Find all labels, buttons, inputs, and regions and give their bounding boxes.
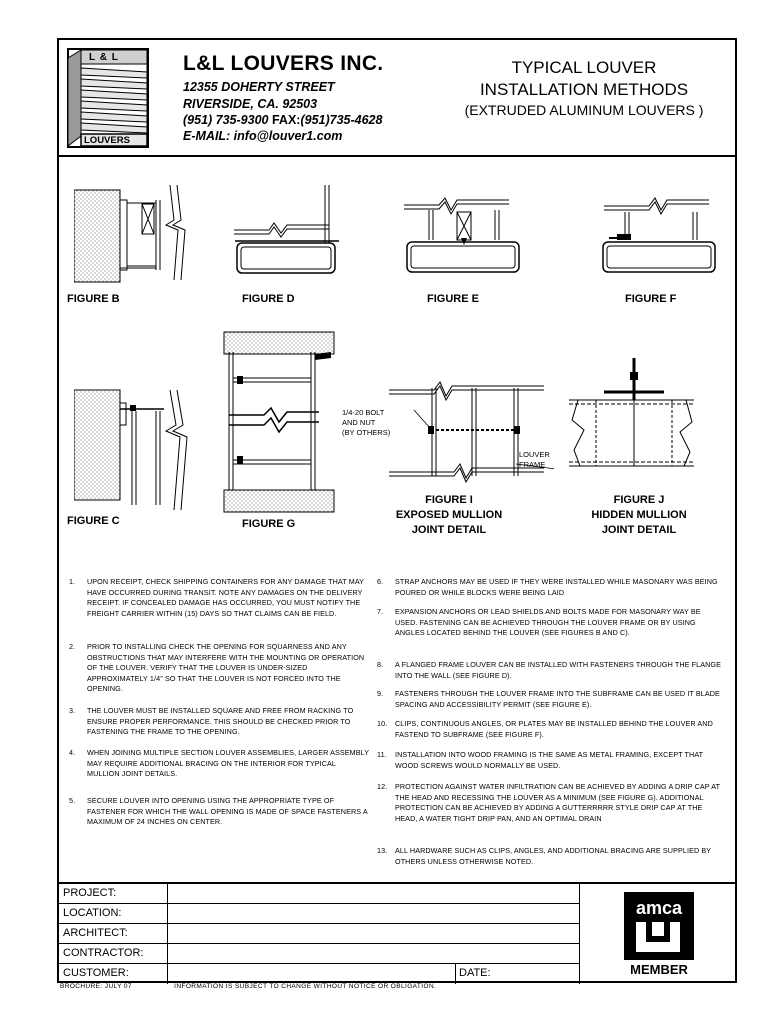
architect-label: ARCHITECT:: [63, 927, 128, 939]
note-text: WHEN JOINING MULTIPLE SECTION LOUVER ASSEMBLIES, LARGER ASSEMBLY MAY REQUIRE ADDITIONAL BRACING ON THE INTERIOR FOR TYPICAL MULLION JOINT DETAILS.: [87, 748, 369, 779]
figure-d-label: FIGURE D: [242, 293, 295, 305]
location-row: [59, 904, 579, 924]
company-street: 12355 DOHERTY STREET: [183, 80, 335, 94]
note-item: [377, 607, 722, 639]
bolt-callout-line1: 1/4-20 BOLT: [342, 408, 385, 417]
note-text: A FLANGED FRAME LOUVER CAN BE INSTALLED WITH FASTENERS THROUGH THE FLANGE INTO THE WALL (SEE FIGURE D).: [395, 660, 721, 680]
note-item: [69, 642, 369, 695]
note-item: [377, 719, 722, 740]
amca-member-text: MEMBER: [630, 962, 688, 977]
note-number: 5.: [69, 796, 76, 805]
note-item: [377, 660, 722, 681]
logo-text-bottom: LOUVERS: [84, 135, 130, 146]
amca-text: amca: [635, 898, 683, 918]
figure-f-label: FIGURE F: [625, 293, 677, 305]
note-text: PRIOR TO INSTALLING CHECK THE OPENING FOR SQUARNESS AND ANY OBSTRUCTIONS THAT MAY INTERFERE WITH THE MOUNTING OR OPERATION OF THE LOUVER. VERIFY THAT THE LOUVER IS UNDER-SIZED APPROXIMATELY 1/4" SO THAT THE LOUVER IS NOT FORCED INTO THE OPENING.: [87, 642, 365, 694]
note-number: 10.: [377, 719, 388, 728]
company-email: E-MAIL: info@louver1.com: [183, 129, 343, 143]
figure-j-subtitle: HIDDEN MULLION: [591, 509, 687, 521]
note-item: [69, 577, 369, 619]
phone: (951) 735-9300: [183, 113, 269, 127]
figure-c-label: FIGURE C: [67, 515, 120, 527]
amca-member-logo: [622, 890, 702, 978]
grid-divider: [579, 884, 580, 984]
note-text: SECURE LOUVER INTO OPENING USING THE APPROPRIATE TYPE OF FASTENER FOR WHICH THE WALL OPENING IS MADE OF SPACE FASTENERS A MAXIMUM OF 24 INCHES ON CENTER.: [87, 796, 368, 827]
note-number: 7.: [377, 607, 384, 616]
customer-label: CUSTOMER:: [63, 967, 129, 979]
figure-i-detail: JOINT DETAIL: [411, 524, 487, 536]
project-label: PROJECT:: [63, 887, 117, 899]
figure-d-drawing: [229, 185, 359, 285]
note-text: UPON RECEIPT, CHECK SHIPPING CONTAINERS FOR ANY DAMAGE THAT MAY HAVE OCCURRED DURING TRANSIT. NOTE ANY DAMAGES ON THE DELIVERY RECEIPT. IF CONCEALED DAMAGE HAS OCCURRED, YOU MUST NOTIFY THE FREIGHT CARRIER WITHIN (15) DAYS SO THAT CLAIMS CAN BE FIELD.: [87, 577, 364, 618]
disclaimer: INFORMATION IS SUBJECT TO CHANGE WITHOUT NOTICE OR OBLIGATION.: [174, 983, 437, 990]
note-text: FASTENERS THROUGH THE LOUVER FRAME INTO THE SUBFRAME CAN BE USED IT BLADE SPACING AND ACCESSIBILITY PERMIT (SEE FIGURE E).: [395, 689, 720, 709]
note-number: 3.: [69, 706, 76, 715]
figure-c-drawing: [74, 385, 214, 515]
note-item: [377, 689, 722, 710]
note-item: [377, 750, 722, 771]
note-item: [377, 782, 722, 824]
figure-f-drawing: [599, 178, 729, 278]
architect-row: [59, 924, 579, 944]
brochure-date: BROCHURE: JULY 07: [60, 983, 132, 990]
figure-i-drawing: [384, 360, 554, 500]
contractor-row: [59, 944, 579, 964]
figure-j-drawing: [564, 350, 704, 490]
note-text: EXPANSION ANCHORS OR LEAD SHIELDS AND BOLTS MADE FOR MASONARY WAY BE USED. FASTENING CAN BE ACHIEVED THROUGH THE LOUVER FRAME OR BY USING ANGLES LOCATED BEHIND THE LOUVER (SEE FIGURES B AND C).: [395, 607, 701, 638]
company-name: L&L LOUVERS INC.: [183, 52, 384, 75]
bolt-callout-line2: AND NUT: [342, 418, 376, 427]
louver-frame-callout-line1: LOUVER: [519, 450, 550, 459]
figure-g-label: FIGURE G: [242, 518, 296, 530]
note-number: 13.: [377, 846, 388, 855]
note-text: ALL HARDWARE SUCH AS CLIPS, ANGLES, AND ADDITIONAL BRACING ARE SUPPLIED BY OTHERS UNLESS OTHERWISE NOTED.: [395, 846, 712, 866]
note-item: [69, 706, 369, 738]
bolt-callout: [342, 408, 390, 438]
figure-e-drawing: [399, 180, 529, 285]
louver-frame-callout-line2: FRAME: [519, 460, 546, 469]
note-item: [377, 577, 722, 598]
company-city: RIVERSIDE, CA. 92503: [183, 97, 318, 111]
bolt-callout-line3: (BY OTHERS): [342, 428, 391, 437]
note-item: [69, 748, 369, 780]
note-item: [69, 796, 369, 828]
logo-text-top: L & L: [89, 52, 119, 63]
figure-b-label: FIGURE B: [67, 293, 120, 305]
note-number: 8.: [377, 660, 384, 669]
fax-label: FAX:: [271, 113, 301, 127]
figure-g-drawing: [219, 330, 339, 520]
figure-i-subtitle: EXPOSED MULLION: [395, 509, 503, 521]
note-text: THE LOUVER MUST BE INSTALLED SQUARE AND FREE FROM RACKING TO ENSURE PROPER PERFORMANCE. THIS SHOULD BE CHECKED PRIOR TO FASTENING THE FRAME TO THE OPENING.: [87, 706, 354, 737]
figure-j-label: [579, 493, 699, 538]
footer: [60, 983, 436, 990]
louver-frame-callout: [519, 450, 550, 470]
project-row: [59, 884, 579, 904]
drawing-title-line3: (EXTRUDED ALUMINUM LOUVERS ): [464, 102, 704, 118]
note-number: 4.: [69, 748, 76, 757]
title-header: [59, 40, 735, 157]
note-number: 12.: [377, 782, 388, 791]
date-label: DATE:: [459, 967, 491, 979]
figure-j-title: FIGURE J: [613, 494, 665, 506]
grid-divider: [455, 964, 456, 984]
figure-e-label: FIGURE E: [427, 293, 479, 305]
note-number: 11.: [377, 750, 387, 759]
note-number: 1.: [69, 577, 76, 586]
contractor-label: CONTRACTOR:: [63, 947, 144, 959]
figure-i-label: [389, 493, 509, 538]
note-item: [377, 846, 722, 867]
company-logo: [67, 48, 149, 148]
drawing-title-line1: TYPICAL LOUVER: [511, 58, 657, 77]
customer-row: [59, 964, 579, 983]
note-text: PROTECTION AGAINST WATER INFILTRATION CAN BE ACHIEVED BY ADDING A DRIP CAP AT THE HEAD AND RECESSING THE LOUVER AS A MINIMUM (SEE FIGURE G). ADDITIONAL PROTECTION CAN BE ACHIEVED BY ADDING A GUTTERRRRR STYLE DRIP CAP AT THE HEAD, A WATER TIGHT DRIP PAN, AND AN OPTIMAL DRAIN: [395, 782, 720, 823]
drawing-sheet: [57, 38, 737, 983]
note-text: INSTALLATION INTO WOOD FRAMING IS THE SAME AS METAL FRAMING, EXCEPT THAT WOOD SCREWS WOULD NORMALLY BE USED.: [395, 750, 704, 770]
note-number: 2.: [69, 642, 76, 651]
note-number: 9.: [377, 689, 384, 698]
note-text: CLIPS, CONTINUOUS ANGLES, OR PLATES MAY BE INSTALLED BEHIND THE LOUVER AND FASTEND TO SUBFRAME (SEE FIGURE F).: [395, 719, 713, 739]
company-phone-fax: [183, 113, 382, 127]
fax: (951)735-4628: [300, 113, 383, 127]
note-text: STRAP ANCHORS MAY BE USED IF THEY WERE INSTALLED WHILE MASONARY WAS BEING POURED OR WHILE BLOCKS WERE BEING LAID: [395, 577, 718, 597]
grid-divider: [167, 884, 168, 984]
figure-j-detail: JOINT DETAIL: [601, 524, 677, 536]
location-label: LOCATION:: [63, 907, 122, 919]
note-number: 6.: [377, 577, 384, 586]
figure-i-title: FIGURE I: [425, 494, 473, 506]
figure-b-drawing: [74, 180, 214, 290]
drawing-title-line2: INSTALLATION METHODS: [479, 80, 689, 99]
